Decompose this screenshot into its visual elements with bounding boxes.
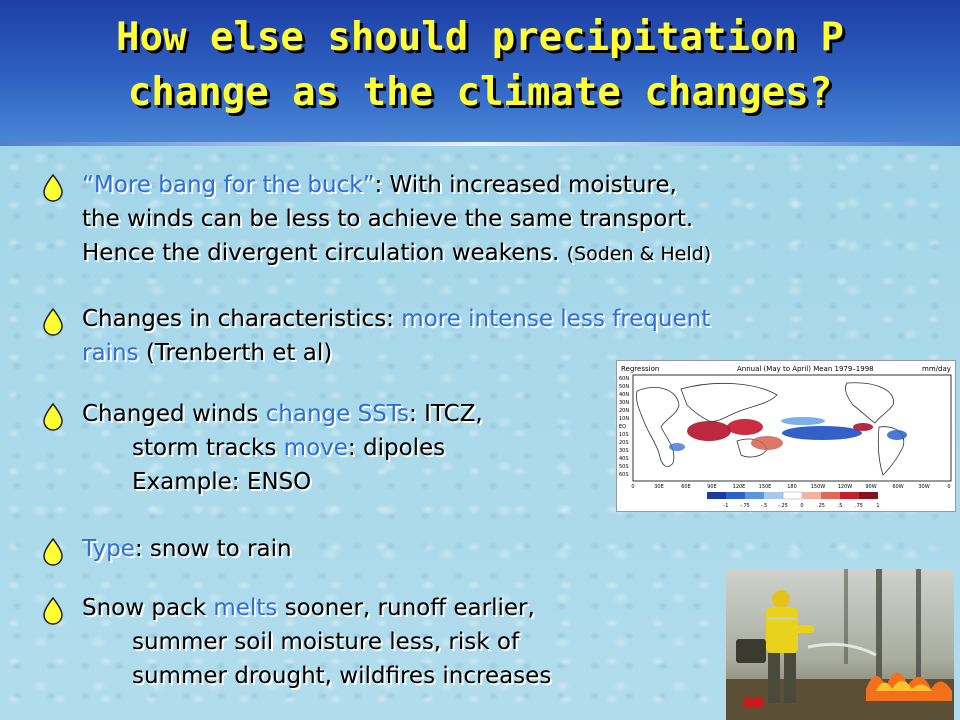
lon-label: 60E — [681, 484, 691, 490]
firefighter-pack — [736, 639, 766, 663]
map-scale-labels — [724, 503, 880, 509]
emphasis-text: move — [283, 435, 348, 461]
positive-anomaly — [751, 436, 783, 450]
scale-label: .75 — [855, 503, 863, 509]
scale-label: .25 — [817, 503, 825, 509]
scale-label: 0 — [800, 503, 804, 509]
scale-label: 1 — [876, 503, 880, 509]
lat-label: 10S — [619, 432, 629, 438]
bullet-line — [82, 591, 551, 625]
map-label-left: Regression — [621, 365, 660, 373]
lon-label: 150E — [758, 484, 772, 490]
bullet-text: Hence the divergent circulation weakens. — [82, 240, 567, 266]
bullet-line — [82, 431, 483, 465]
bullet-text: Snow pack — [82, 595, 214, 621]
bullet-line — [82, 397, 483, 431]
lon-label: 60W — [892, 484, 904, 490]
lon-label-group — [631, 484, 950, 490]
emphasis-text: More bang for the buck — [93, 172, 363, 198]
scale-label: -1 — [723, 503, 729, 509]
emphasis-text: change SSTs — [265, 401, 410, 427]
map-label-center: Annual (May to April) Mean 1979–1998 — [737, 365, 874, 373]
lon-label: 120W — [837, 484, 853, 490]
lat-label: 40S — [619, 456, 629, 462]
title-line-1: How else should precipitation P — [116, 15, 844, 60]
bullet-line — [82, 168, 711, 202]
lat-label: 30S — [619, 448, 629, 454]
scale-label: -.25 — [778, 503, 788, 509]
positive-anomaly — [727, 419, 763, 435]
title-divider — [0, 142, 960, 146]
lat-label-group — [619, 376, 629, 478]
bullet-text: storm tracks — [132, 435, 284, 461]
emphasis-text: more intense less frequent — [401, 306, 711, 332]
quote-open: “ — [82, 172, 94, 198]
lat-label: 20N — [619, 408, 630, 414]
rain-drop-icon — [40, 302, 66, 336]
scale-label: -.5 — [760, 503, 768, 509]
bullet-line: summer drought, wildfires increases — [132, 663, 552, 689]
lon-label: 90W — [865, 484, 877, 490]
lon-label: 30W — [918, 484, 930, 490]
lon-label: 180 — [787, 484, 797, 490]
bullet-text: Changed winds — [82, 401, 266, 427]
bullet-text: : snow to rain — [134, 536, 292, 562]
map-label-right: mm/day — [922, 365, 951, 373]
negative-anomaly — [781, 417, 825, 425]
rain-drop-icon — [40, 168, 66, 202]
lon-label: 90E — [707, 484, 717, 490]
lat-label: EQ — [619, 424, 627, 430]
firefighter-helmet — [772, 590, 790, 608]
map-frame — [633, 375, 951, 481]
lat-label: 40N — [619, 392, 630, 398]
lon-label: 120E — [732, 484, 746, 490]
emphasis-text: rains — [82, 340, 139, 366]
citation-text: (Soden & Held) — [566, 243, 712, 265]
map-graphic — [617, 361, 955, 511]
lon-label: 150W — [810, 484, 826, 490]
rain-drop-icon — [40, 532, 66, 566]
bullet-text: : ITCZ, — [409, 401, 483, 427]
enso-regression-map — [616, 360, 956, 512]
photo-graphic — [726, 569, 954, 720]
lat-label: 60S — [619, 472, 629, 478]
bullet-line: the winds can be less to achieve the same transport. — [82, 206, 694, 232]
citation-text: (Trenberth et al) — [138, 340, 333, 366]
slide-title — [40, 10, 920, 120]
lat-label: 10N — [619, 416, 630, 422]
negative-anomaly — [887, 430, 907, 440]
lat-label: 50S — [619, 464, 629, 470]
bullet-text: Changes in characteristics: — [82, 306, 402, 332]
bullet-text: sooner, runoff earlier, — [277, 595, 535, 621]
scale-label: -.75 — [740, 503, 750, 509]
lon-label: 30E — [654, 484, 664, 490]
quote-close: ” — [362, 172, 375, 198]
map-color-scale — [707, 492, 878, 499]
lat-label: 60N — [619, 376, 630, 382]
lon-label: 0 — [631, 484, 635, 490]
lon-label: 0 — [947, 484, 951, 490]
bullet-line — [82, 532, 292, 566]
bullet-line — [82, 236, 711, 271]
lat-label: 20S — [619, 440, 629, 446]
emphasis-text: melts — [213, 595, 278, 621]
bullet-text: : dipoles — [347, 435, 446, 461]
positive-anomaly — [853, 423, 873, 431]
bullet-line: summer soil moisture less, risk of — [132, 629, 520, 655]
title-line-2: change as the climate changes? — [127, 70, 833, 115]
bullet-line — [82, 302, 710, 336]
emphasis-text: Type — [82, 536, 135, 562]
firefighter-photo — [726, 569, 954, 720]
positive-anomaly — [687, 421, 731, 441]
lat-label: 30N — [619, 400, 630, 406]
negative-anomaly — [782, 426, 862, 440]
negative-anomaly — [669, 443, 685, 451]
rain-drop-icon — [40, 397, 66, 431]
bullet-line: Example: ENSO — [132, 469, 312, 495]
lat-label: 50N — [619, 384, 630, 390]
scale-label: .5 — [837, 503, 843, 509]
rain-drop-icon — [40, 591, 66, 625]
bullet-text: : With increased moisture, — [374, 172, 677, 198]
